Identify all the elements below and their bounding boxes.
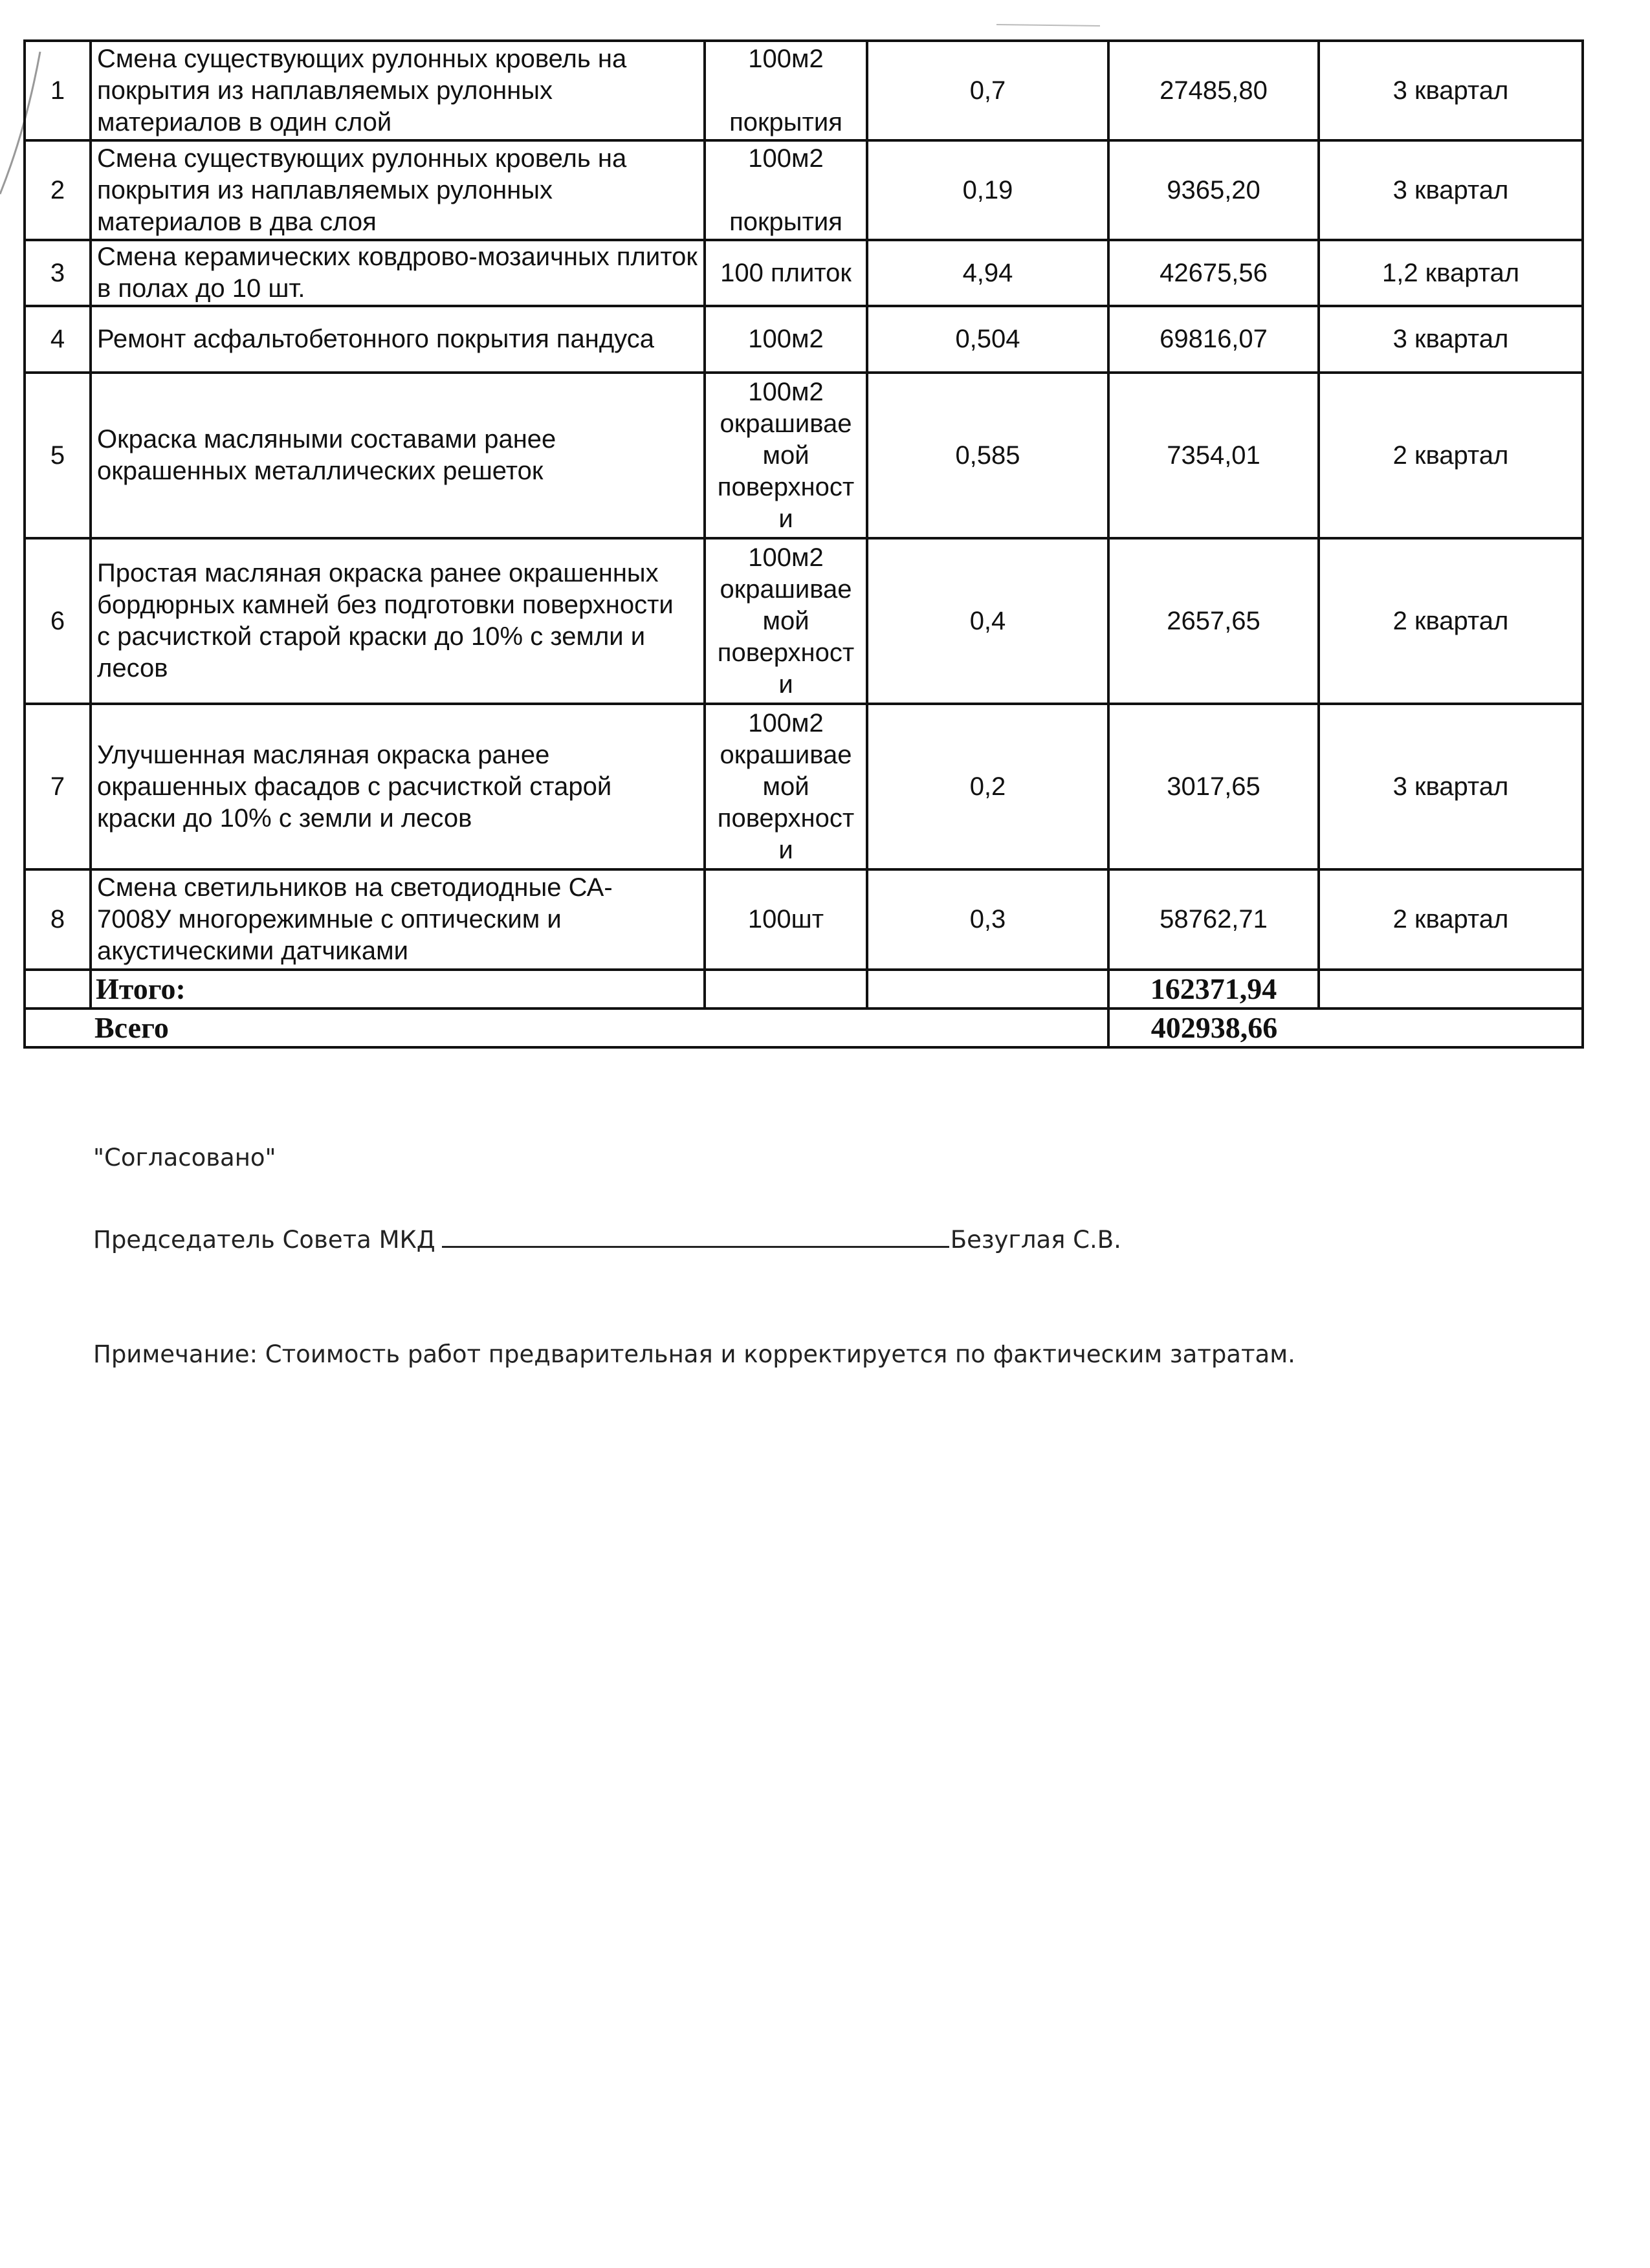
table-row (25, 41, 1583, 140)
unit-line: 100м2 (748, 708, 824, 737)
quantity: 4,94 (867, 240, 1108, 306)
empty-cell (705, 970, 867, 1009)
completion-term: 3 квартал (1319, 140, 1583, 240)
note-text: Примечание: Стоимость работ предварительная и корректируется по фактическим затратам. (93, 1340, 1295, 1368)
row-number: 7 (25, 704, 91, 869)
work-name-line: материалов в два слоя (97, 207, 377, 236)
work-name (91, 140, 705, 240)
work-name-line: покрытия из наплавляемых рулонных (97, 175, 553, 204)
table-row (25, 373, 1583, 538)
unit-line: 100 плиток (720, 258, 852, 287)
work-name-line: бордюрных камней без подготовки поверхности (97, 591, 674, 619)
unit-line: 100м2 (748, 144, 824, 173)
subtotal-label: Итого: (91, 970, 705, 1009)
cost: 3017,65 (1108, 704, 1319, 869)
work-name (91, 306, 705, 373)
quantity: 0,504 (867, 306, 1108, 373)
work-name-line: окрашенных фасадов с расчисткой старой (97, 772, 612, 801)
unit-line: мой (762, 441, 809, 470)
completion-term: 3 квартал (1319, 306, 1583, 373)
unit-line: 100м2 (748, 377, 824, 406)
table-row (25, 140, 1583, 240)
unit-line: мой (762, 606, 809, 635)
table-row (25, 240, 1583, 306)
completion-term: 2 квартал (1319, 869, 1583, 970)
work-name-line: Смена существующих рулонных кровель на (97, 144, 627, 173)
work-name-line: лесов (97, 654, 168, 682)
row-number: 1 (25, 41, 91, 140)
work-name (91, 538, 705, 704)
unit-line: 100м2 (748, 543, 824, 572)
signature-line (442, 1223, 949, 1248)
subtotal-value: 162371,94 (1108, 970, 1319, 1009)
work-name-line: Смена существующих рулонных кровель на (97, 44, 627, 73)
unit-line: 100м2 (748, 44, 824, 73)
works-table-body (25, 41, 1583, 1047)
quantity: 0,585 (867, 373, 1108, 538)
unit-of-measure (705, 538, 867, 704)
completion-term: 3 квартал (1319, 41, 1583, 140)
work-name-line: Ремонт асфальтобетонного покрытия пандуса (97, 325, 654, 353)
work-name (91, 869, 705, 970)
cost: 9365,20 (1108, 140, 1319, 240)
empty-cell (1319, 1009, 1583, 1047)
work-name (91, 240, 705, 306)
unit-line: окрашивае (720, 574, 852, 604)
cost: 69816,07 (1108, 306, 1319, 373)
work-name-line: материалов в один слой (97, 107, 392, 136)
unit-line (711, 175, 861, 206)
row-number: 3 (25, 240, 91, 306)
cost: 27485,80 (1108, 41, 1319, 140)
unit-line: и (778, 670, 793, 699)
cost: 58762,71 (1108, 869, 1319, 970)
table-row (25, 869, 1583, 970)
quantity: 0,7 (867, 41, 1108, 140)
work-name (91, 41, 705, 140)
unit-line: окрашивае (720, 740, 852, 769)
works-table (23, 39, 1584, 1049)
work-name-line: с расчисткой старой краски до 10% с земли и (97, 622, 646, 651)
row-number: 4 (25, 306, 91, 373)
quantity: 0,4 (867, 538, 1108, 704)
quantity: 0,19 (867, 140, 1108, 240)
work-name-line: Смена светильников на светодиодные СА- (97, 873, 613, 902)
work-name-line: покрытия из наплавляемых рулонных (97, 76, 553, 105)
cost: 42675,56 (1108, 240, 1319, 306)
empty-cell (25, 1009, 91, 1047)
row-number: 5 (25, 373, 91, 538)
work-name-line: 7008У многорежимные с оптическим и (97, 905, 562, 933)
unit-of-measure (705, 704, 867, 869)
work-name-line: в полах до 10 шт. (97, 274, 305, 303)
unit-line: покрытия (729, 207, 842, 236)
work-name (91, 704, 705, 869)
empty-cell (25, 970, 91, 1009)
row-number: 6 (25, 538, 91, 704)
row-number: 2 (25, 140, 91, 240)
table-row (25, 538, 1583, 704)
total-label: Всего (91, 1009, 1108, 1047)
unit-of-measure (705, 140, 867, 240)
completion-term: 2 квартал (1319, 538, 1583, 704)
work-name-line: акустическими датчиками (97, 937, 408, 965)
quantity: 0,2 (867, 704, 1108, 869)
work-name-line: Улучшенная масляная окраска ранее (97, 740, 550, 769)
work-name-line: Смена керамических ковдрово-мозаичных плиток (97, 243, 698, 271)
completion-term: 3 квартал (1319, 704, 1583, 869)
unit-line: покрытия (729, 107, 842, 136)
total-value: 402938,66 (1108, 1009, 1319, 1047)
unit-line (711, 75, 861, 107)
cost: 2657,65 (1108, 538, 1319, 704)
empty-cell (1319, 970, 1583, 1009)
work-name-line: Простая масляная окраска ранее окрашенных (97, 559, 659, 587)
unit-of-measure (705, 373, 867, 538)
signature-block (93, 1223, 1121, 1254)
unit-line: окрашивае (720, 409, 852, 438)
work-name-line: Окраска масляными составами ранее (97, 425, 556, 453)
unit-line: поверхност (717, 803, 855, 833)
empty-cell (867, 970, 1108, 1009)
chair-label: Председатель Совета МКД (93, 1226, 435, 1254)
completion-term: 2 квартал (1319, 373, 1583, 538)
unit-line: мой (762, 772, 809, 801)
work-name-line: краски до 10% с земли и лесов (97, 803, 472, 833)
unit-line: 100шт (747, 905, 824, 933)
unit-of-measure (705, 306, 867, 373)
unit-line: 100м2 (748, 325, 824, 353)
total-row (25, 1009, 1583, 1047)
work-name-line: окрашенных металлических решеток (97, 457, 544, 485)
work-name (91, 373, 705, 538)
unit-line: и (778, 504, 793, 533)
unit-line: поверхност (717, 472, 855, 501)
chair-name: Безуглая С.В. (950, 1226, 1121, 1254)
unit-of-measure (705, 869, 867, 970)
unit-line: поверхност (717, 638, 855, 667)
completion-term: 1,2 квартал (1319, 240, 1583, 306)
agreed-label: "Согласовано" (93, 1144, 276, 1172)
quantity: 0,3 (867, 869, 1108, 970)
unit-line: и (778, 835, 793, 864)
table-row (25, 704, 1583, 869)
row-number: 8 (25, 869, 91, 970)
unit-of-measure (705, 41, 867, 140)
unit-of-measure (705, 240, 867, 306)
subtotal-row (25, 970, 1583, 1009)
table-row (25, 306, 1583, 373)
cost: 7354,01 (1108, 373, 1319, 538)
